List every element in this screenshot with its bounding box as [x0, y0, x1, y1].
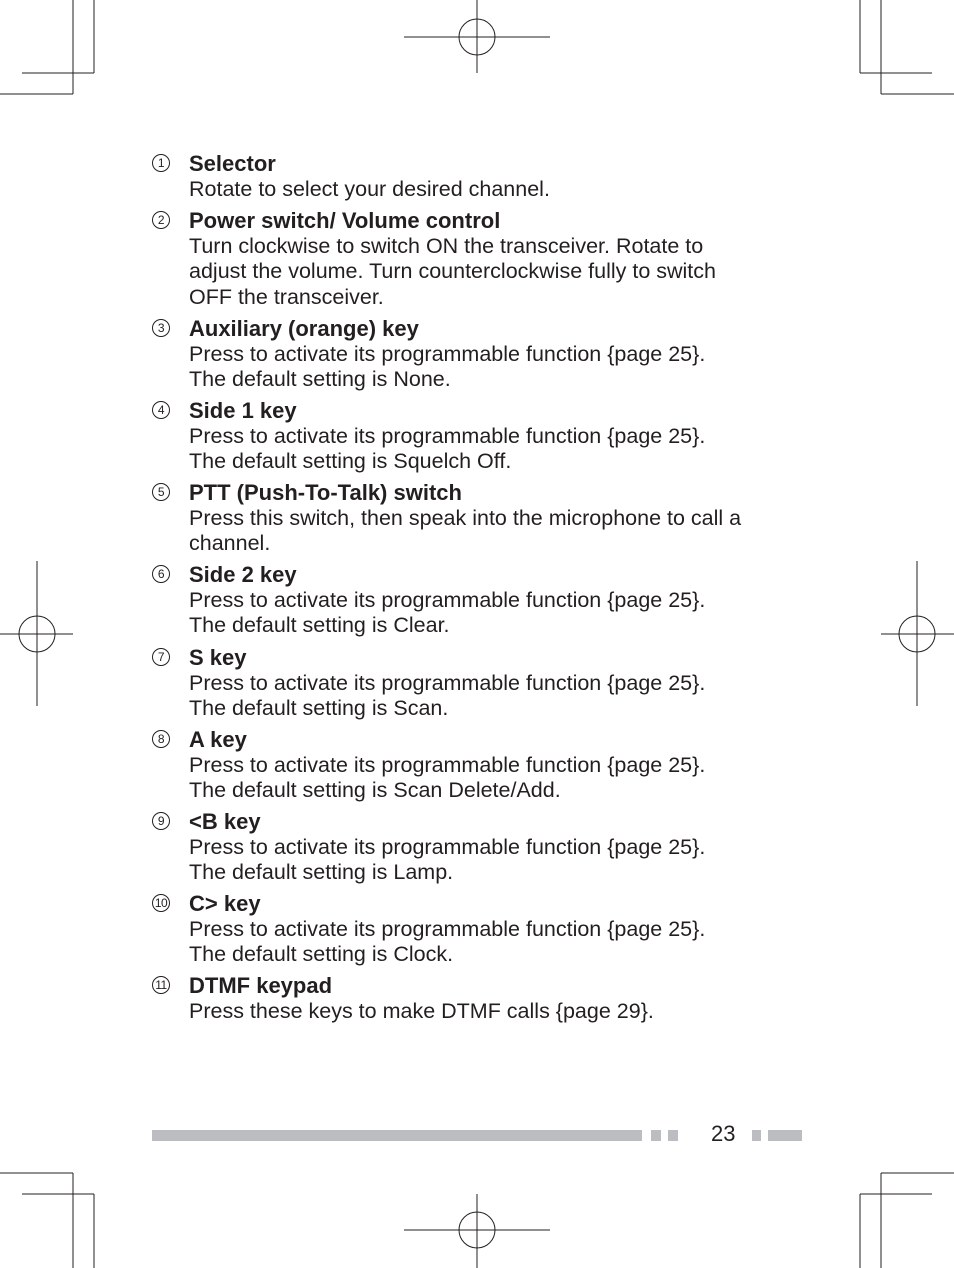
- item-description: Press to activate its programmable function {page 25}. The default setting is Lamp.: [189, 834, 706, 884]
- item-number: 2: [152, 211, 170, 229]
- item-title: Side 2 key: [189, 562, 297, 587]
- item-description: Press to activate its programmable function {page 25}. The default setting is Clock.: [189, 916, 706, 966]
- item-description: Turn clockwise to switch ON the transceiver. Rotate to adjust the volume. Turn counterclockwise fully to switch OFF the transceiver.: [189, 233, 716, 309]
- item-number: 1: [152, 154, 170, 172]
- footer-bar-square: [668, 1130, 678, 1141]
- page-number: 23: [711, 1121, 736, 1146]
- item-number: 11: [152, 976, 170, 994]
- item-title: Auxiliary (orange) key: [189, 316, 419, 341]
- item-title: Side 1 key: [189, 398, 297, 423]
- item-description: Press to activate its programmable function {page 25}. The default setting is Squelch Off.: [189, 423, 706, 473]
- item-number: 6: [152, 565, 170, 583]
- item-title: S key: [189, 645, 247, 670]
- item-number: 4: [152, 401, 170, 419]
- item-number: 9: [152, 812, 170, 830]
- item-description: Rotate to select your desired channel.: [189, 176, 550, 201]
- item-description: Press this switch, then speak into the microphone to call a channel.: [189, 505, 742, 555]
- item-number: 7: [152, 648, 170, 666]
- item-number: 8: [152, 730, 170, 748]
- item-title: PTT (Push-To-Talk) switch: [189, 480, 462, 505]
- item-number: 5: [152, 483, 170, 501]
- item-number: 3: [152, 319, 170, 337]
- footer-bar-square: [752, 1130, 761, 1141]
- item-title: Power switch/ Volume control: [189, 208, 501, 233]
- item-title: DTMF keypad: [189, 973, 333, 998]
- item-description: Press to activate its programmable function {page 25}. The default setting is Scan.: [189, 670, 706, 720]
- item-title: <B key: [189, 809, 261, 834]
- item-title: C> key: [189, 891, 261, 916]
- footer-bar-long: [152, 1130, 642, 1141]
- footer-bar-square: [651, 1130, 661, 1141]
- item-description: Press to activate its programmable function {page 25}. The default setting is Clear.: [189, 587, 706, 637]
- footer-bar-right: [768, 1130, 802, 1141]
- item-description: Press these keys to make DTMF calls {page 29}.: [189, 998, 654, 1023]
- item-description: Press to activate its programmable function {page 25}. The default setting is None.: [189, 341, 706, 391]
- item-title: Selector: [189, 151, 276, 176]
- item-number: 10: [152, 894, 170, 912]
- item-description: Press to activate its programmable function {page 25}. The default setting is Scan Delete/Add.: [189, 752, 706, 802]
- item-title: A key: [189, 727, 247, 752]
